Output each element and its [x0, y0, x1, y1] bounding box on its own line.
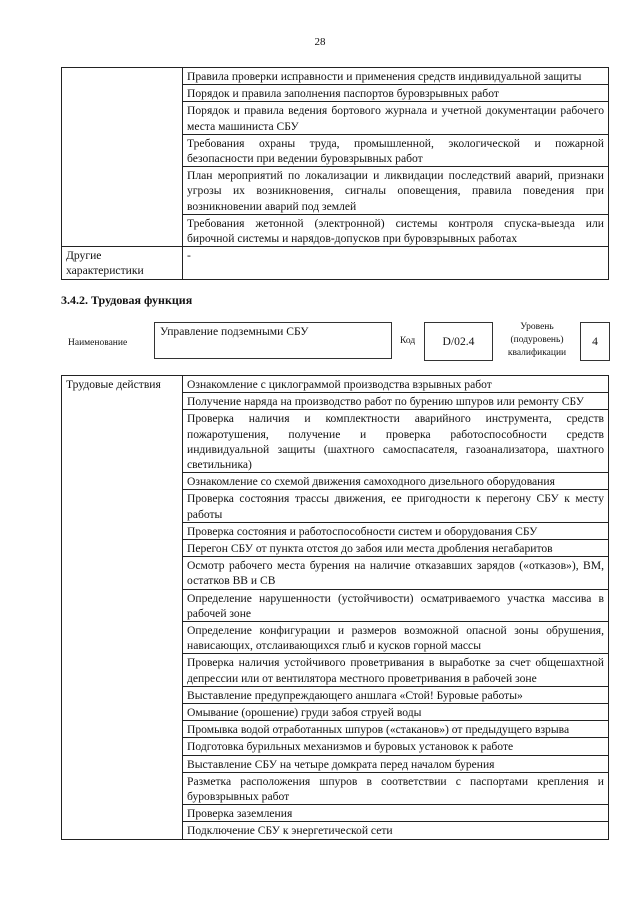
table-row	[62, 68, 609, 85]
table-cell: Порядок и правила заполнения паспортов буровзрывных работ	[183, 85, 609, 102]
table-cell: Проверка заземления	[183, 805, 609, 822]
table-cell: Определение нарушенности (устойчивости) осматриваемого участка массива в рабочей зоне	[183, 589, 609, 621]
code-box	[424, 322, 493, 361]
table-cell: Определение конфигурации и размеров возможной опасной зоны обрушения, нависающих, отслаивающихся глыб и кусков горной массы	[183, 622, 609, 654]
other-characteristics-value: -	[183, 247, 609, 279]
table-cell: Требования жетонной (электронной) системы контроля спуска-выезда или бирочной системы и нарядов-допусков при буровзрывных работах	[183, 214, 609, 246]
actions-table	[61, 375, 609, 840]
table-cell: Проверка наличия устойчивого проветривания в выработке за счет общешахтной депрессии или от вентилятора местного проветривания в рабочей зоне	[183, 654, 609, 686]
table-cell: План мероприятий по локализации и ликвидации последствий аварий, признаки угрозы их возникновения, сигналы оповещения, правила поведения при возникновении аварий под землей	[183, 167, 609, 215]
table-cell: Разметка расположения шпуров в соответствии с паспортами крепления и буровзрывных работ	[183, 772, 609, 804]
table-cell: Правила проверки исправности и применения средств индивидуальной защиты	[183, 68, 609, 85]
table-cell: Подготовка бурильных механизмов и буровых установок к работе	[183, 738, 609, 755]
table-cell: Требования охраны труда, промышленной, экологической и пожарной безопасности при ведении буровзрывных работ	[183, 134, 609, 166]
table-empty-cell	[62, 68, 183, 247]
code-value: D/02.4	[442, 334, 475, 348]
level-value: 4	[592, 334, 598, 348]
table-cell: Проверка состояния и работоспособности систем и оборудования СБУ	[183, 522, 609, 539]
other-characteristics-label: Другие характеристики	[62, 247, 183, 279]
table-cell: Перегон СБУ от пункта отстоя до забоя или места дробления негабаритов	[183, 540, 609, 557]
table-cell: Подключение СБУ к энергетической сети	[183, 822, 609, 839]
code-label: Код	[400, 336, 416, 346]
table-cell: Омывание (орошение) груди забоя струей воды	[183, 704, 609, 721]
table-cell: Выставление СБУ на четыре домкрата перед началом бурения	[183, 755, 609, 772]
table-row	[62, 376, 609, 393]
table-cell: Осмотр рабочего места бурения на наличие отказавших зарядов («отказов»), ВМ, остатков ВВ и СВ	[183, 557, 609, 589]
function-name-box	[154, 322, 392, 359]
function-name-value: Управление подземными СБУ	[160, 325, 309, 338]
knowledge-table	[61, 67, 609, 280]
table-cell: Ознакомление со схемой движения самоходного дизельного оборудования	[183, 473, 609, 490]
table-cell: Ознакомление с циклограммой производства взрывных работ	[183, 376, 609, 393]
table-row	[62, 247, 609, 279]
labor-actions-label: Трудовые действия	[62, 376, 183, 840]
section-heading: 3.4.2. Трудовая функция	[61, 293, 193, 307]
level-box	[580, 322, 610, 361]
page-number: 28	[314, 36, 326, 48]
table-cell: Проверка состояния трассы движения, ее пригодности к перегону СБУ к месту работы	[183, 490, 609, 522]
table-cell: Выставление предупреждающего аншлага «Стой! Буровые работы»	[183, 686, 609, 703]
table-cell: Проверка наличия и комплектности аварийного инструмента, средств пожаротушения, получение и проверка работоспособности средств индивидуальной защиты (шахтного самоспасателя, газоанализатора, шахтного светильника)	[183, 410, 609, 473]
level-label: Уровень (подуровень) квалификации	[507, 322, 567, 358]
table-cell: Получение наряда на производство работ по бурению шпуров или ремонту СБУ	[183, 393, 609, 410]
table-cell: Порядок и правила ведения бортового журнала и учетной документации рабочего места машиниста СБУ	[183, 102, 609, 134]
table-cell: Промывка водой отработанных шпуров («стаканов») от предыдущего взрыва	[183, 721, 609, 738]
name-label: Наименование	[68, 338, 128, 348]
